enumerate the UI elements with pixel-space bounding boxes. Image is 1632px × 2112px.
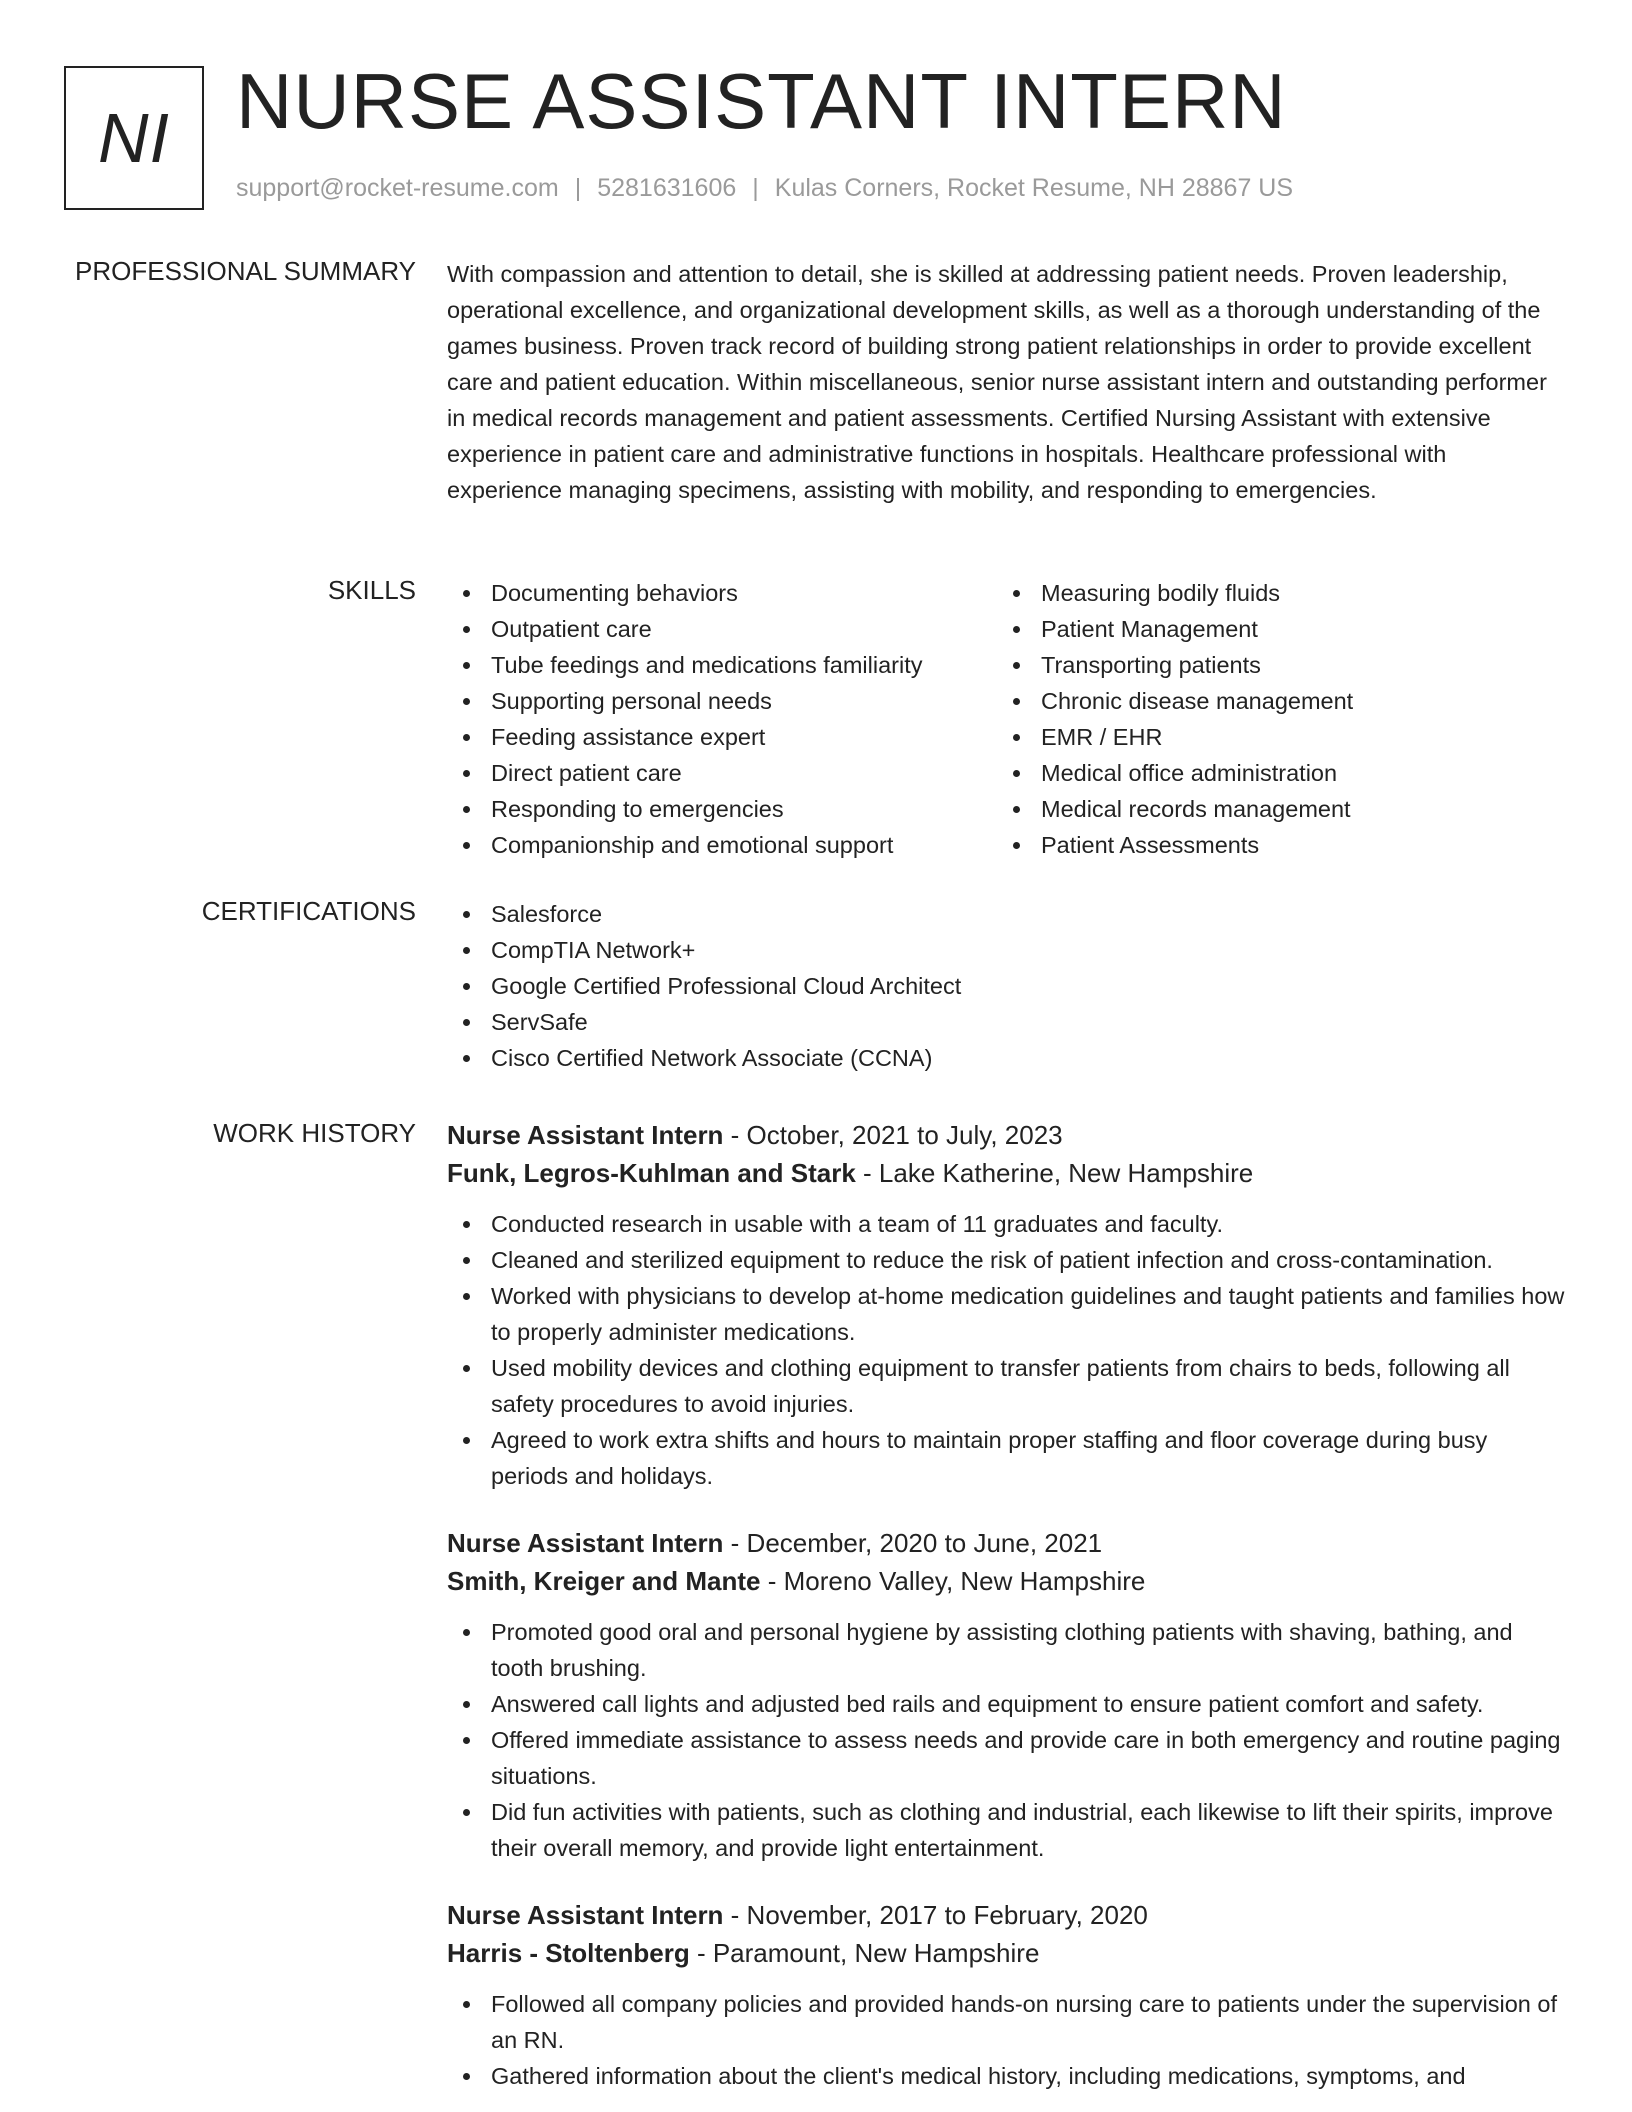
skills-columns (447, 575, 1567, 863)
skill-item: Chronic disease management (997, 683, 1547, 719)
skill-item: Documenting behaviors (447, 575, 997, 611)
job-role: Nurse Assistant Intern (447, 1528, 724, 1558)
job-bullet: Worked with physicians to develop at-home medication guidelines and taught patients and families how to properly administer medications. (447, 1278, 1567, 1350)
job-company: Funk, Legros-Kuhlman and Stark (447, 1158, 856, 1188)
skill-item: Supporting personal needs (447, 683, 997, 719)
job-entry (447, 1524, 1567, 1866)
job-bullet: Followed all company policies and provided hands-on nursing care to patients under the supervision of an RN. (447, 1986, 1567, 2058)
skill-item: Transporting patients (997, 647, 1547, 683)
skill-item: Patient Management (997, 611, 1547, 647)
separator: | (752, 174, 759, 202)
monogram-box (64, 66, 204, 210)
skill-item: Companionship and emotional support (447, 827, 997, 863)
skills-list-left (447, 575, 997, 863)
resume-name: NURSE ASSISTANT INTERN (236, 57, 1287, 145)
job-location: - Paramount, New Hampshire (689, 1938, 1040, 1968)
job-title-line (447, 1524, 1567, 1562)
certifications-list (447, 896, 1567, 1076)
job-company-line (447, 1562, 1567, 1600)
skill-item: Patient Assessments (997, 827, 1547, 863)
job-role: Nurse Assistant Intern (447, 1120, 724, 1150)
job-entry (447, 1896, 1567, 2094)
initials: NI (98, 99, 170, 177)
skills-list-right (997, 575, 1547, 863)
skill-item: Responding to emergencies (447, 791, 997, 827)
job-entry (447, 1116, 1567, 1494)
skill-item: Medical records management (997, 791, 1547, 827)
skill-item: Measuring bodily fluids (997, 575, 1547, 611)
contact-email: support@rocket-resume.com (236, 174, 559, 202)
contact-phone: 5281631606 (597, 174, 737, 202)
section-title-summary: PROFESSIONAL SUMMARY (75, 256, 416, 286)
job-company-line (447, 1154, 1567, 1192)
skill-item: EMR / EHR (997, 719, 1547, 755)
job-location: - Lake Katherine, New Hampshire (855, 1158, 1254, 1188)
section-title-skills: SKILLS (327, 575, 416, 605)
job-bullet: Did fun activities with patients, such as clothing and industrial, each likewise to lift their spirits, improve their overall memory, and provide light entertainment. (447, 1794, 1567, 1866)
skill-item: Medical office administration (997, 755, 1547, 791)
job-bullet: Conducted research in usable with a team of 11 graduates and faculty. (447, 1206, 1567, 1242)
job-bullets (447, 1986, 1567, 2094)
skill-item: Outpatient care (447, 611, 997, 647)
certification-item: ServSafe (447, 1004, 1567, 1040)
skill-item: Direct patient care (447, 755, 997, 791)
job-company: Harris - Stoltenberg (447, 1938, 690, 1968)
job-location: - Moreno Valley, New Hampshire (760, 1566, 1146, 1596)
job-bullets (447, 1614, 1567, 1866)
certification-item: CompTIA Network+ (447, 932, 1567, 968)
job-title-line (447, 1116, 1567, 1154)
contact-address: Kulas Corners, Rocket Resume, NH 28867 US (774, 174, 1294, 202)
certification-item: Cisco Certified Network Associate (CCNA) (447, 1040, 1567, 1076)
skill-item: Feeding assistance expert (447, 719, 997, 755)
contact-line (236, 174, 1293, 203)
job-bullets (447, 1206, 1567, 1494)
certification-item: Google Certified Professional Cloud Architect (447, 968, 1567, 1004)
job-bullet: Agreed to work extra shifts and hours to maintain proper staffing and floor coverage during busy periods and holidays. (447, 1422, 1567, 1494)
job-title-line (447, 1896, 1567, 1934)
skill-item: Tube feedings and medications familiarity (447, 647, 997, 683)
job-bullet: Promoted good oral and personal hygiene by assisting clothing patients with shaving, bathing, and tooth brushing. (447, 1614, 1567, 1686)
job-bullet: Offered immediate assistance to assess needs and provide care in both emergency and routine paging situations. (447, 1722, 1567, 1794)
summary-text: With compassion and attention to detail, she is skilled at addressing patient needs. Proven leadership, operational excellence, and organizational development skills, as well as a thorough understanding of the games business. Proven track record of building strong patient relationships in order to provide excellent care and patient education. Within miscellaneous, senior nurse assistant intern and outstanding performer in medical records management and patient assessments. Certified Nursing Assistant with extensive experience in patient care and administrative functions in hospitals. Healthcare professional with experience managing specimens, assisting with mobility, and responding to emergencies. (447, 261, 1547, 503)
section-title-work-history: WORK HISTORY (213, 1118, 416, 1148)
job-dates: - November, 2017 to February, 2020 (723, 1900, 1148, 1930)
section-title-certifications: CERTIFICATIONS (201, 896, 416, 926)
job-role: Nurse Assistant Intern (447, 1900, 724, 1930)
job-dates: - October, 2021 to July, 2023 (723, 1120, 1063, 1150)
certification-item: Salesforce (447, 896, 1567, 932)
job-company: Smith, Kreiger and Mante (447, 1566, 761, 1596)
job-dates: - December, 2020 to June, 2021 (723, 1528, 1103, 1558)
job-company-line (447, 1934, 1567, 1972)
job-bullet: Answered call lights and adjusted bed rails and equipment to ensure patient comfort and safety. (447, 1686, 1567, 1722)
job-bullet: Gathered information about the client's medical history, including medications, symptoms, and (447, 2058, 1567, 2094)
job-bullet: Used mobility devices and clothing equipment to transfer patients from chairs to beds, following all safety procedures to avoid injuries. (447, 1350, 1567, 1422)
job-bullet: Cleaned and sterilized equipment to reduce the risk of patient infection and cross-contamination. (447, 1242, 1567, 1278)
separator: | (574, 174, 582, 202)
